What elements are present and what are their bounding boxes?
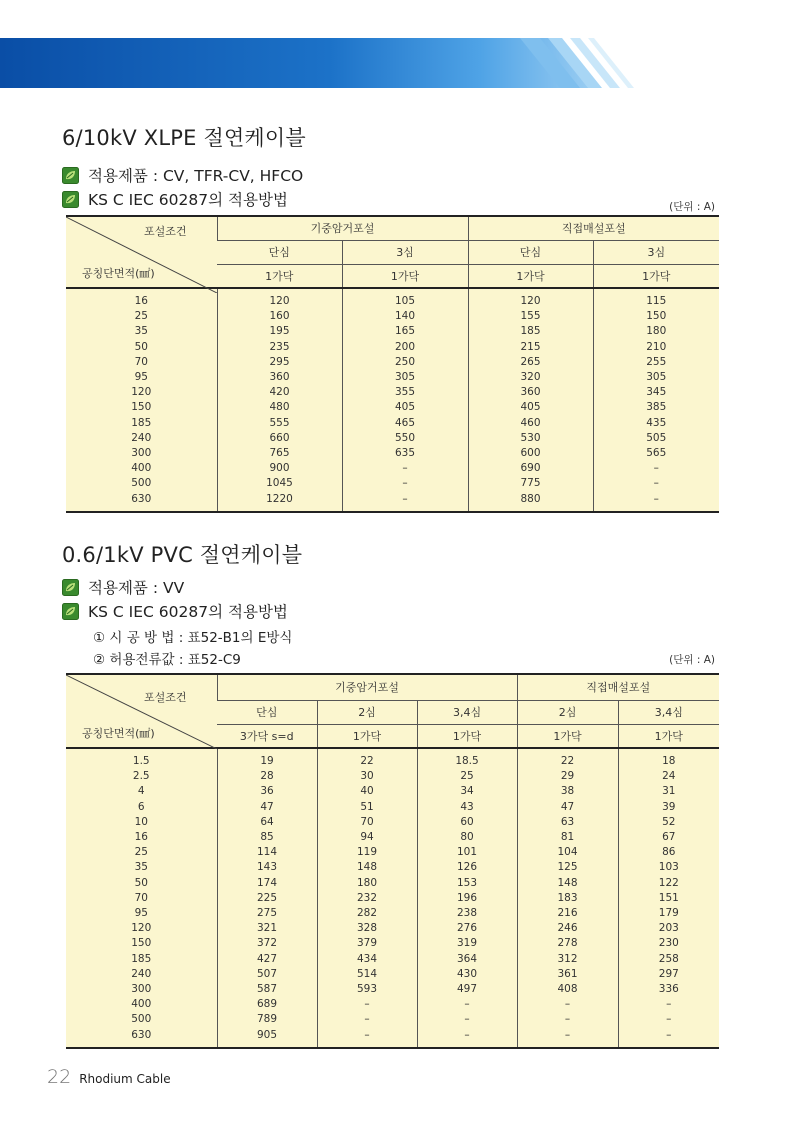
sub-header: 3심 <box>342 240 468 264</box>
strand-header: 3가닥 s=d <box>217 724 317 748</box>
strand-header: 1가닥 <box>468 264 593 288</box>
section2-title: 0.6/1kV PVC 절연케이블 <box>62 543 303 567</box>
table-body-row <box>66 748 719 1047</box>
section1-unit: (단위 : A) <box>669 201 715 213</box>
section2-bullet-method <box>62 600 288 622</box>
sub-header: 3심 <box>593 240 719 264</box>
strand-header: 1가닥 <box>317 724 417 748</box>
bullet-text: KS C IEC 60287의 적용방법 <box>88 603 288 621</box>
table-column-values: 19 28 36 47 64 85 114 143 174 225 275 321 372 427 507 587 689 789 905 <box>217 748 317 1047</box>
strand-header: 1가닥 <box>342 264 468 288</box>
table-column-values: 22 29 38 47 63 81 104 125 148 183 216 246 278 312 361 408 – – – <box>517 748 618 1047</box>
table-column-values: 105 140 165 200 250 305 355 405 465 550 635 – – – <box>342 288 468 511</box>
corner-label-section: 공칭단면적(㎟) <box>82 727 155 740</box>
sub-header: 3,4심 <box>417 700 517 724</box>
leaf-bullet-icon <box>62 603 79 620</box>
table-column-values: 120 155 185 215 265 320 360 405 460 530 600 690 775 880 <box>468 288 593 511</box>
table-column-values: 16 25 35 50 70 95 120 150 185 240 300 400 500 630 <box>131 295 152 505</box>
strand-header: 1가닥 <box>593 264 719 288</box>
pvc-ampacity-table <box>66 673 719 1049</box>
table-column-values: 22 30 40 51 70 94 119 148 180 232 282 328 379 434 514 593 – – – <box>317 748 417 1047</box>
brand-name: Rhodium Cable <box>79 1072 171 1086</box>
sub-header: 2심 <box>317 700 417 724</box>
bullet-text: 적용제품 : CV, TFR-CV, HFCO <box>88 167 304 185</box>
corner-label-section: 공칭단면적(㎟) <box>82 267 155 280</box>
corner-label-condition: 포설조건 <box>143 691 187 704</box>
table-column-values: 115 150 180 210 255 305 345 385 435 505 565 – – – <box>593 288 719 511</box>
section1-bullet-products <box>62 164 303 186</box>
table-corner-cell <box>66 674 217 748</box>
section2-bullet-products <box>62 576 184 598</box>
bullet-text: KS C IEC 60287의 적용방법 <box>88 191 288 209</box>
strand-header: 1가닥 <box>517 724 618 748</box>
leaf-bullet-icon <box>62 579 79 596</box>
sub-header: 단심 <box>217 700 317 724</box>
sub-header: 단심 <box>217 240 342 264</box>
section1-bullet-method <box>62 188 288 210</box>
section1-title: 6/10kV XLPE 절연케이블 <box>62 126 306 150</box>
table-column-values: 1.5 2.5 4 6 10 16 25 35 50 70 95 120 150 185 240 300 400 500 630 <box>131 755 152 1041</box>
table-column-values: 18 24 31 39 52 67 86 103 122 151 179 203 230 258 297 336 – – – <box>618 748 719 1047</box>
group-header: 기중암거포설 <box>217 674 517 700</box>
page-footer <box>47 1066 171 1088</box>
xlpe-ampacity-table <box>66 215 719 513</box>
sub-header: 2심 <box>517 700 618 724</box>
table-header-row <box>66 674 719 700</box>
leaf-bullet-icon <box>62 191 79 208</box>
table-column-values: 18.5 25 34 43 60 80 101 126 153 196 238 276 319 364 430 497 – – – <box>417 748 517 1047</box>
group-header: 기중암거포설 <box>217 216 468 240</box>
table-corner-cell <box>66 216 217 288</box>
group-header: 직접매설포설 <box>468 216 719 240</box>
section2-unit: (단위 : A) <box>669 654 715 666</box>
group-header: 직접매설포설 <box>517 674 719 700</box>
table-body-row <box>66 288 719 511</box>
page-number: 22 <box>47 1066 72 1088</box>
bullet-text: 적용제품 : VV <box>88 579 185 597</box>
leaf-bullet-icon <box>62 167 79 184</box>
strand-header: 1가닥 <box>618 724 719 748</box>
strand-header: 1가닥 <box>217 264 342 288</box>
sub-header: 3,4심 <box>618 700 719 724</box>
header-banner <box>0 38 795 88</box>
value-note: ② 허용전류값 : 표52-C9 <box>93 652 241 668</box>
table-column-values: 120 160 195 235 295 360 420 480 555 660 765 900 1045 1220 <box>217 288 342 511</box>
table-header-row <box>66 216 719 240</box>
strand-header: 1가닥 <box>417 724 517 748</box>
method-note: ① 시 공 방 법 : 표52-B1의 E방식 <box>93 630 293 646</box>
corner-label-condition: 포설조건 <box>143 225 187 238</box>
sub-header: 단심 <box>468 240 593 264</box>
